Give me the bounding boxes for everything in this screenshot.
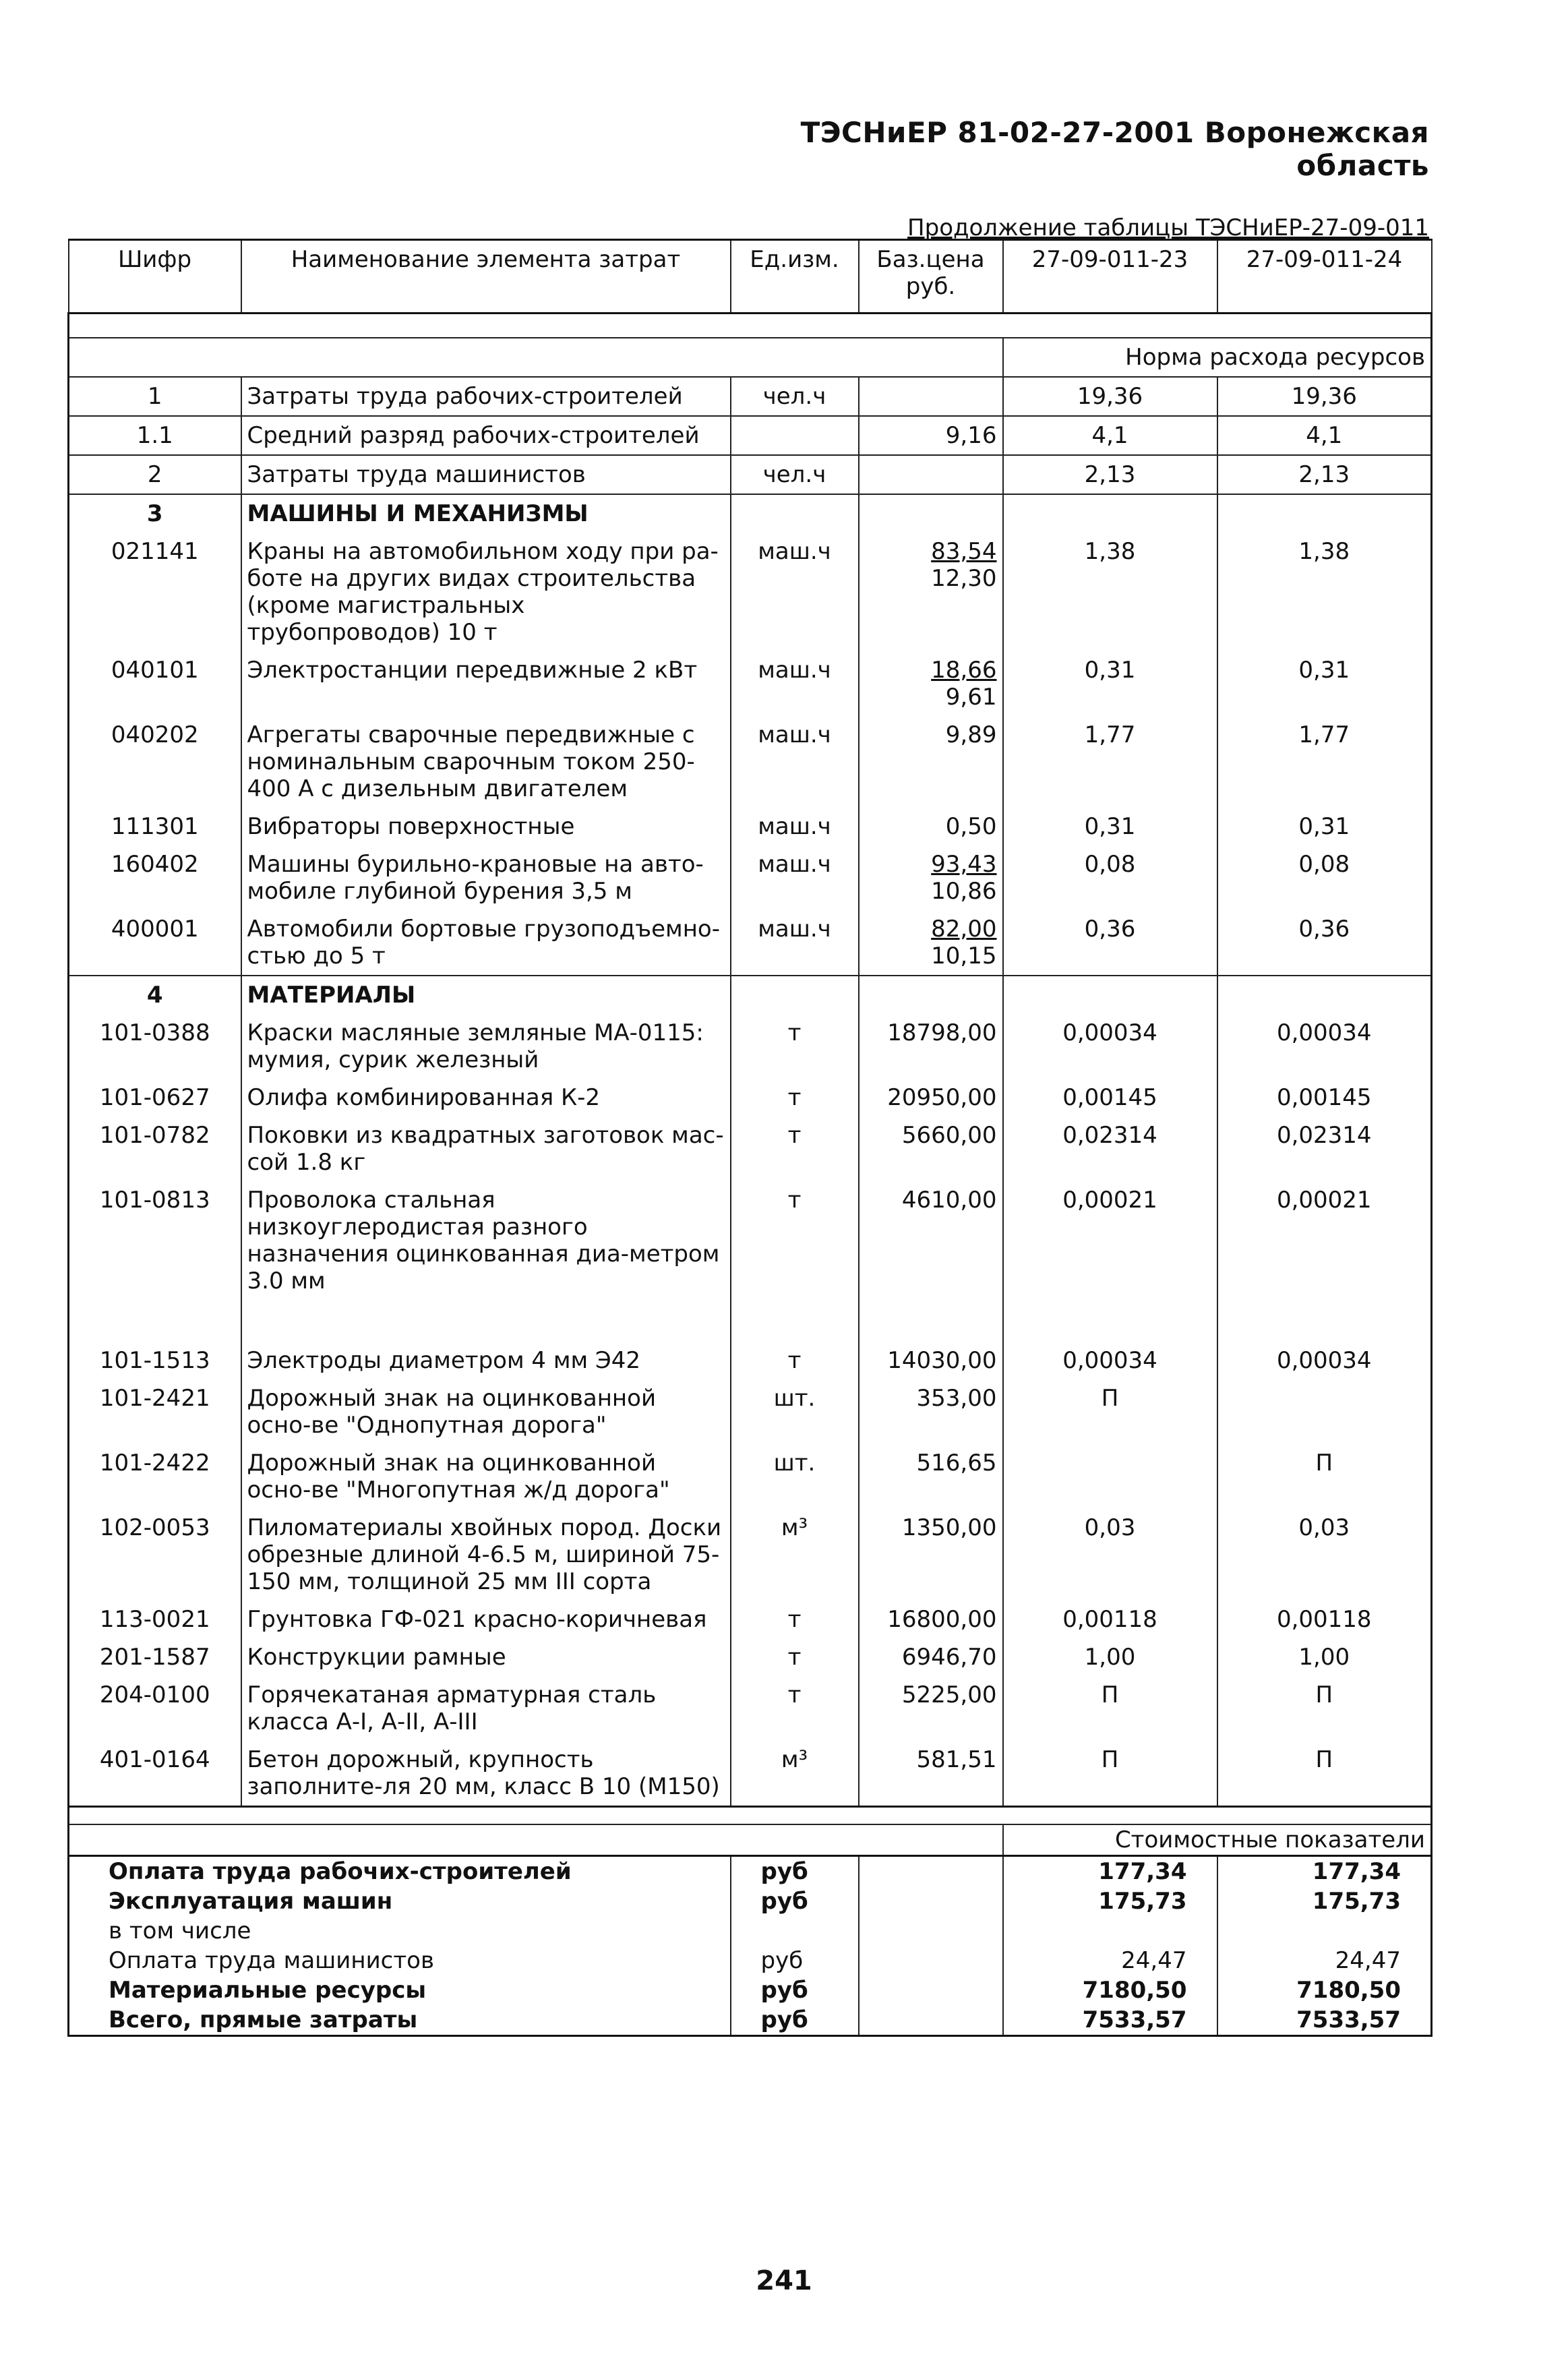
- cost-unit: [731, 1916, 859, 1946]
- table-row: [69, 1342, 1432, 1379]
- table-row: [69, 1601, 1432, 1638]
- empty-cell: [731, 976, 859, 1014]
- row-norm-24: 19,36: [1217, 377, 1432, 416]
- cost-name: Всего, прямые затраты: [69, 2005, 731, 2036]
- row-unit: т: [731, 1601, 859, 1638]
- cost-value-24: 7533,57: [1217, 2005, 1432, 2036]
- row-norm-24: 0,03: [1217, 1509, 1432, 1601]
- row-price: [859, 716, 1003, 808]
- row-code: 1.1: [69, 416, 241, 455]
- table-row: [69, 1741, 1432, 1807]
- row-code: 101-1513: [69, 1342, 241, 1379]
- table-row: [69, 910, 1432, 976]
- table-row: [69, 1014, 1432, 1079]
- section-header-row: [69, 976, 1432, 1014]
- row-norm-23: 0,31: [1003, 808, 1217, 845]
- row-name: Агрегаты сварочные передвижные с номинальным сварочным током 250-400 А с дизельным двигателем: [241, 716, 731, 808]
- column-header-price-line2: руб.: [905, 273, 956, 300]
- cost-name: Оплата труда рабочих-строителей: [69, 1856, 731, 1887]
- column-header-norm-24: 27-09-011-24: [1217, 240, 1432, 314]
- cost-row: [69, 1975, 1432, 2005]
- row-name: Электроды диаметром 4 мм Э42: [241, 1342, 731, 1379]
- table-row: [69, 1638, 1432, 1676]
- row-norm-24: 1,00: [1217, 1638, 1432, 1676]
- row-unit: маш.ч: [731, 845, 859, 910]
- row-code: 1: [69, 377, 241, 416]
- row-code: 101-0627: [69, 1079, 241, 1116]
- cost-row: [69, 2005, 1432, 2036]
- cost-value-23: 177,34: [1003, 1856, 1217, 1887]
- row-code: 400001: [69, 910, 241, 976]
- row-norm-23: [1003, 1444, 1217, 1509]
- row-code: 113-0021: [69, 1601, 241, 1638]
- cost-name: Материальные ресурсы: [69, 1975, 731, 2005]
- row-unit: чел.ч: [731, 377, 859, 416]
- cost-label-row: [69, 1824, 1432, 1856]
- empty-cell: [859, 1916, 1003, 1946]
- row-unit: т: [731, 1014, 859, 1079]
- row-norm-24: 0,00145: [1217, 1079, 1432, 1116]
- cost-unit: руб: [731, 2005, 859, 2036]
- row-price: [859, 455, 1003, 494]
- row-unit: маш.ч: [731, 533, 859, 651]
- row-norm-24: 2,13: [1217, 455, 1432, 494]
- row-code: 160402: [69, 845, 241, 910]
- cost-unit: руб: [731, 1946, 859, 1975]
- row-code: 101-0782: [69, 1116, 241, 1181]
- row-price: 1350,00: [859, 1509, 1003, 1601]
- row-price-main: 18,66: [931, 657, 997, 684]
- empty-cell: [731, 1300, 859, 1342]
- row-code: 040101: [69, 651, 241, 716]
- row-price: 20950,00: [859, 1079, 1003, 1116]
- row-norm-23: П: [1003, 1379, 1217, 1444]
- row-unit: маш.ч: [731, 716, 859, 808]
- row-name: Затраты труда машинистов: [241, 455, 731, 494]
- cost-summary: [69, 1807, 1432, 2036]
- row-norm-24: 0,00021: [1217, 1181, 1432, 1300]
- row-name: Электростанции передвижные 2 кВт: [241, 651, 731, 716]
- row-norm-23: 0,00034: [1003, 1342, 1217, 1379]
- cost-row: [69, 1916, 1432, 1946]
- table-row: [69, 651, 1432, 716]
- empty-cell: [859, 1946, 1003, 1975]
- cost-row: [69, 1856, 1432, 1887]
- empty-cell: [731, 494, 859, 533]
- cost-unit: руб: [731, 1975, 859, 2005]
- row-price-labor: 12,30: [931, 565, 997, 592]
- empty-cell: [1003, 1300, 1217, 1342]
- table-row: [69, 416, 1432, 455]
- table-row: [69, 1079, 1432, 1116]
- row-unit: т: [731, 1181, 859, 1300]
- row-unit: маш.ч: [731, 910, 859, 976]
- row-name: Пиломатериалы хвойных пород. Доски обрезные длиной 4-6.5 м, шириной 75-150 мм, толщиной 25 мм III сорта: [241, 1509, 731, 1601]
- cost-row: [69, 1946, 1432, 1975]
- empty-cell: [859, 1975, 1003, 2005]
- row-norm-23: 1,77: [1003, 716, 1217, 808]
- row-norm-23: 2,13: [1003, 455, 1217, 494]
- row-norm-23: 0,31: [1003, 651, 1217, 716]
- cost-row: [69, 1886, 1432, 1916]
- row-norm-24: П: [1217, 1676, 1432, 1741]
- row-norm-24: 4,1: [1217, 416, 1432, 455]
- column-header-price-line1: Баз.цена: [876, 246, 985, 273]
- table-row: [69, 1676, 1432, 1741]
- row-code: 021141: [69, 533, 241, 651]
- cost-value-23: 7180,50: [1003, 1975, 1217, 2005]
- cost-value-24: 175,73: [1217, 1886, 1432, 1916]
- table-body: [69, 314, 1432, 1807]
- empty-cell: [859, 1886, 1003, 1916]
- resource-norm-table: [67, 239, 1433, 2037]
- row-norm-24: 0,00034: [1217, 1014, 1432, 1079]
- table-row: [69, 1181, 1432, 1300]
- row-price: 16800,00: [859, 1601, 1003, 1638]
- row-price: 581,51: [859, 1741, 1003, 1807]
- row-price: 516,65: [859, 1444, 1003, 1509]
- row-name: Проволока стальная низкоуглеродистая разного назначения оцинкованная диа-метром 3.0 мм: [241, 1181, 731, 1300]
- row-norm-23: 0,03: [1003, 1509, 1217, 1601]
- empty-cell: [1217, 1300, 1432, 1342]
- table-row: [69, 455, 1432, 494]
- row-norm-23: П: [1003, 1676, 1217, 1741]
- table-row: [69, 808, 1432, 845]
- row-norm-23: 19,36: [1003, 377, 1217, 416]
- cost-value-24: 7180,50: [1217, 1975, 1432, 2005]
- section-gap: [69, 1807, 1432, 1825]
- row-code: 101-0813: [69, 1181, 241, 1300]
- row-price-labor: 9,61: [945, 684, 997, 711]
- row-price: 5225,00: [859, 1676, 1003, 1741]
- row-norm-24: 0,02314: [1217, 1116, 1432, 1181]
- row-norm-23: 0,00021: [1003, 1181, 1217, 1300]
- section-title: МАТЕРИАЛЫ: [241, 976, 731, 1014]
- empty-cell: [1003, 976, 1217, 1014]
- row-norm-24: 1,77: [1217, 716, 1432, 808]
- cost-label: Стоимостные показатели: [1003, 1824, 1432, 1856]
- row-code: 101-0388: [69, 1014, 241, 1079]
- row-name: Краски масляные земляные МА-0115: мумия, сурик железный: [241, 1014, 731, 1079]
- row-norm-24: 0,36: [1217, 910, 1432, 976]
- row-price: [859, 651, 1003, 716]
- row-price: [859, 845, 1003, 910]
- row-unit: т: [731, 1116, 859, 1181]
- row-unit: чел.ч: [731, 455, 859, 494]
- row-code: 102-0053: [69, 1509, 241, 1601]
- row-norm-23: П: [1003, 1741, 1217, 1807]
- row-code: 101-2422: [69, 1444, 241, 1509]
- cost-value-23: 175,73: [1003, 1886, 1217, 1916]
- row-price: 18798,00: [859, 1014, 1003, 1079]
- row-unit: м³: [731, 1741, 859, 1807]
- row-price: [859, 377, 1003, 416]
- spacer-row: [69, 1300, 1432, 1342]
- cost-unit: руб: [731, 1856, 859, 1887]
- row-code: 204-0100: [69, 1676, 241, 1741]
- row-norm-24: 0,00118: [1217, 1601, 1432, 1638]
- empty-cell: [69, 1824, 1003, 1856]
- cost-name: Оплата труда машинистов: [69, 1946, 731, 1975]
- cost-value-24: 24,47: [1217, 1946, 1432, 1975]
- empty-cell: [859, 1856, 1003, 1887]
- row-norm-23: 0,02314: [1003, 1116, 1217, 1181]
- cost-name: в том числе: [69, 1916, 731, 1946]
- row-name: Средний разряд рабочих-строителей: [241, 416, 731, 455]
- row-norm-24: П: [1217, 1444, 1432, 1509]
- section-code: 4: [69, 976, 241, 1014]
- row-norm-23: 0,00118: [1003, 1601, 1217, 1638]
- section-title: МАШИНЫ И МЕХАНИЗМЫ: [241, 494, 731, 533]
- row-name: Бетон дорожный, крупность заполните-ля 20 мм, класс В 10 (М150): [241, 1741, 731, 1807]
- row-name: Поковки из квадратных заготовок мас-сой 1.8 кг: [241, 1116, 731, 1181]
- row-code: 101-2421: [69, 1379, 241, 1444]
- empty-cell: [859, 494, 1003, 533]
- row-name: Конструкции рамные: [241, 1638, 731, 1676]
- cost-value-23: 7533,57: [1003, 2005, 1217, 2036]
- row-price-main: 9,89: [945, 721, 997, 748]
- row-norm-24: [1217, 1379, 1432, 1444]
- document-title: ТЭСНиЕР 81-02-27-2001 Воронежская область: [800, 116, 1429, 182]
- section-header-row: [69, 494, 1432, 533]
- column-header-unit: Ед.изм.: [731, 240, 859, 314]
- row-unit: шт.: [731, 1444, 859, 1509]
- table-row: [69, 845, 1432, 910]
- row-norm-24: 0,31: [1217, 651, 1432, 716]
- row-name: Дорожный знак на оцинкованной осно-ве "Однопутная дорога": [241, 1379, 731, 1444]
- row-name: Автомобили бортовые грузоподъемно-стью до 5 т: [241, 910, 731, 976]
- section-code: 3: [69, 494, 241, 533]
- table-row: [69, 1444, 1432, 1509]
- row-unit: т: [731, 1342, 859, 1379]
- row-unit: т: [731, 1638, 859, 1676]
- row-price: 9,16: [859, 416, 1003, 455]
- row-norm-23: 1,38: [1003, 533, 1217, 651]
- row-norm-23: 4,1: [1003, 416, 1217, 455]
- row-unit: маш.ч: [731, 808, 859, 845]
- column-header-norm-23: 27-09-011-23: [1003, 240, 1217, 314]
- row-price: 6946,70: [859, 1638, 1003, 1676]
- row-code: 201-1587: [69, 1638, 241, 1676]
- page-number: 241: [756, 2265, 812, 2296]
- row-price-labor: 10,86: [931, 878, 997, 905]
- row-unit: т: [731, 1079, 859, 1116]
- cost-unit: руб: [731, 1886, 859, 1916]
- gap-cell: [69, 1807, 1432, 1825]
- norm-label-row: [69, 338, 1432, 377]
- row-code: 111301: [69, 808, 241, 845]
- table-row: [69, 1116, 1432, 1181]
- row-price-main: 82,00: [931, 916, 997, 943]
- cost-name: Эксплуатация машин: [69, 1886, 731, 1916]
- row-unit: [731, 416, 859, 455]
- row-price-main: 0,50: [945, 813, 997, 840]
- empty-cell: [1217, 976, 1432, 1014]
- row-name: Краны на автомобильном ходу при ра-боте на других видах строительства (кроме магистральных трубопроводов) 10 т: [241, 533, 731, 651]
- table-row: [69, 1509, 1432, 1601]
- column-header-code: Шифр: [69, 240, 241, 314]
- row-price: 4610,00: [859, 1181, 1003, 1300]
- cost-value-23: 24,47: [1003, 1946, 1217, 1975]
- row-price: [859, 533, 1003, 651]
- row-name: Машины бурильно-крановые на авто-мобиле глубиной бурения 3,5 м: [241, 845, 731, 910]
- empty-cell: [69, 1300, 241, 1342]
- row-code: 401-0164: [69, 1741, 241, 1807]
- row-price: [859, 910, 1003, 976]
- table-row: [69, 533, 1432, 651]
- row-norm-23: 0,00145: [1003, 1079, 1217, 1116]
- table-header-row: [69, 240, 1432, 314]
- column-header-price: [859, 240, 1003, 314]
- row-unit: т: [731, 1676, 859, 1741]
- row-name: Грунтовка ГФ-021 красно-коричневая: [241, 1601, 731, 1638]
- row-name: Дорожный знак на оцинкованной осно-ве "Многопутная ж/д дорога": [241, 1444, 731, 1509]
- row-code: 2: [69, 455, 241, 494]
- row-norm-24: П: [1217, 1741, 1432, 1807]
- empty-cell: [1003, 494, 1217, 533]
- row-price-main: 93,43: [931, 851, 997, 878]
- table-row: [69, 377, 1432, 416]
- row-price: 5660,00: [859, 1116, 1003, 1181]
- row-price-labor: 10,15: [931, 943, 997, 970]
- empty-cell: [1217, 494, 1432, 533]
- row-norm-23: 1,00: [1003, 1638, 1217, 1676]
- row-name: Вибраторы поверхностные: [241, 808, 731, 845]
- column-header-name: Наименование элемента затрат: [241, 240, 731, 314]
- row-norm-23: 0,08: [1003, 845, 1217, 910]
- section-gap: [69, 314, 1432, 338]
- row-price: 353,00: [859, 1379, 1003, 1444]
- empty-cell: [859, 1300, 1003, 1342]
- row-price: [859, 808, 1003, 845]
- row-price-main: 83,54: [931, 538, 997, 565]
- cost-value-24: [1217, 1916, 1432, 1946]
- row-norm-24: 0,08: [1217, 845, 1432, 910]
- table-row: [69, 1379, 1432, 1444]
- table-continuation-caption: Продолжение таблицы ТЭСНиЕР-27-09-011: [907, 214, 1429, 241]
- row-norm-24: 1,38: [1217, 533, 1432, 651]
- row-name: Горячекатаная арматурная сталь класса А-I, А-II, А-III: [241, 1676, 731, 1741]
- row-code: 040202: [69, 716, 241, 808]
- empty-cell: [241, 1300, 731, 1342]
- row-norm-23: 0,36: [1003, 910, 1217, 976]
- row-price: 14030,00: [859, 1342, 1003, 1379]
- row-name: Олифа комбинированная К-2: [241, 1079, 731, 1116]
- empty-cell: [859, 2005, 1003, 2036]
- row-norm-23: 0,00034: [1003, 1014, 1217, 1079]
- row-unit: м³: [731, 1509, 859, 1601]
- row-unit: маш.ч: [731, 651, 859, 716]
- cost-value-24: 177,34: [1217, 1856, 1432, 1887]
- row-name: Затраты труда рабочих-строителей: [241, 377, 731, 416]
- cost-value-23: [1003, 1916, 1217, 1946]
- row-norm-24: 0,00034: [1217, 1342, 1432, 1379]
- row-unit: шт.: [731, 1379, 859, 1444]
- table-row: [69, 716, 1432, 808]
- norm-label: Норма расхода ресурсов: [1003, 338, 1432, 377]
- row-norm-24: 0,31: [1217, 808, 1432, 845]
- empty-cell: [859, 976, 1003, 1014]
